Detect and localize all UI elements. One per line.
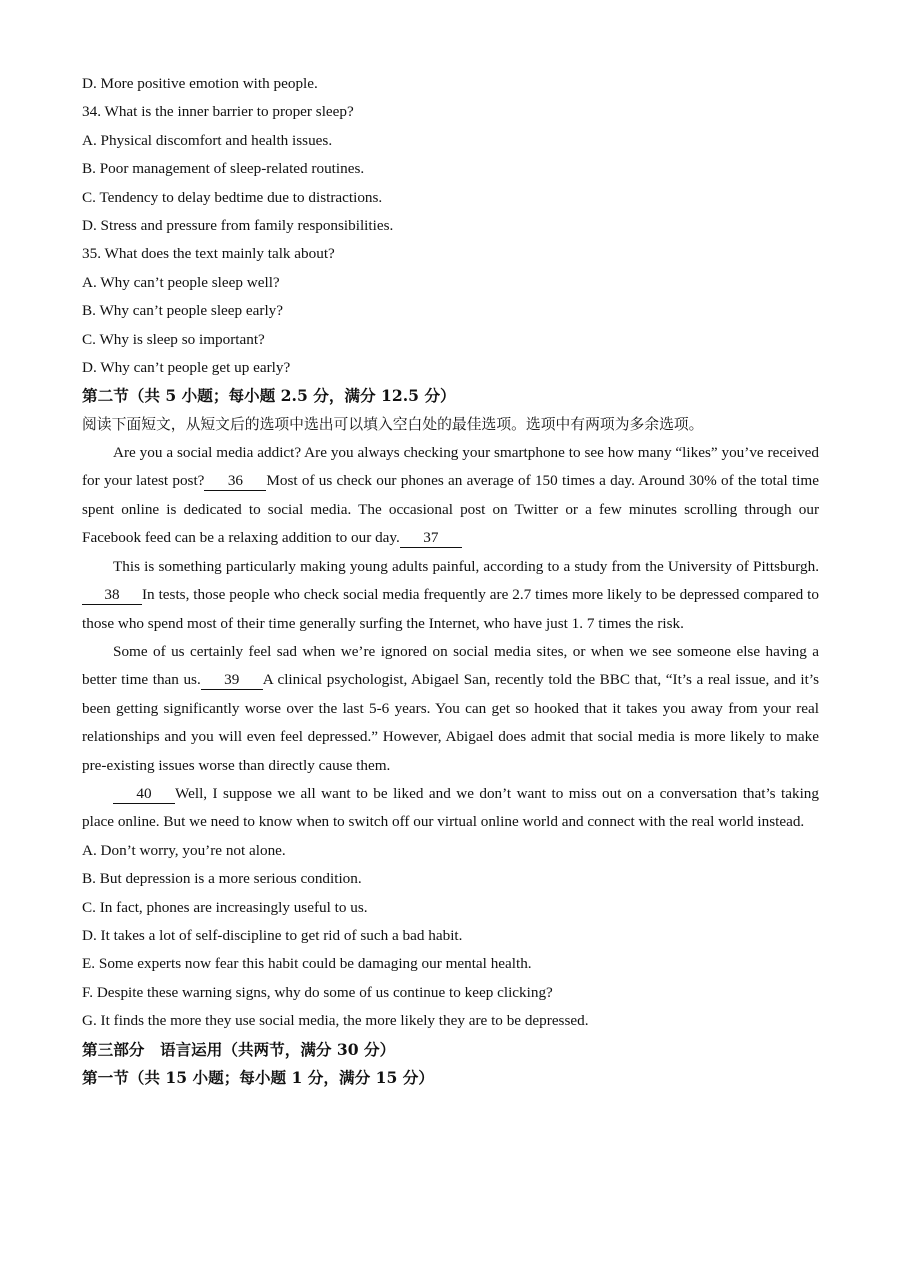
- blank-40: 40: [113, 785, 175, 804]
- passage: [82, 439, 819, 837]
- previous-questions: [82, 70, 819, 382]
- question-34: 34. What is the inner barrier to proper sleep?: [82, 103, 354, 121]
- option-35-d: D. Why can’t people get up early?: [82, 358, 291, 376]
- passage-text: This is something particularly making young adults painful, according to a study from the University of Pittsburgh.: [113, 557, 819, 575]
- passage-text: Most of us check our phones an average of 150 times a day. Around 30% of the total time spent online is dedicated to social media. The occasional post on Twitter or a few minutes scrolling through our Facebook feed can be a relaxing addition to our day.: [82, 472, 819, 547]
- option-34-d: D. Stress and pressure from family responsibilities.: [82, 216, 394, 234]
- option-b: B. But depression is a more serious condition.: [82, 870, 362, 888]
- passage-text: In tests, those people who check social media frequently are 2.7 times more likely to be depressed compared to those who spend most of their time generally surfing the Internet, who have just 1. 7 times the risk.: [82, 586, 819, 632]
- blank-36: 36: [204, 472, 266, 491]
- option-a: A. Don’t worry, you’re not alone.: [82, 841, 286, 859]
- option-c: C. In fact, phones are increasingly useful to us.: [82, 898, 368, 916]
- blank-39: 39: [201, 671, 263, 690]
- option-33-d: D. More positive emotion with people.: [82, 75, 318, 92]
- option-34-b: B. Poor management of sleep-related routines.: [82, 160, 365, 178]
- option-35-a: A. Why can’t people sleep well?: [82, 273, 280, 291]
- option-34-a: A. Physical discomfort and health issues.: [82, 131, 333, 149]
- part-3-heading: 第三部分 语言运用（共两节，满分 30 分）: [82, 1039, 396, 1059]
- answer-options: [82, 837, 819, 1036]
- passage-paragraph-2: [82, 553, 819, 638]
- option-e: E. Some experts now fear this habit could be damaging our mental health.: [82, 955, 532, 973]
- option-35-b: B. Why can’t people sleep early?: [82, 302, 284, 320]
- exam-page: [82, 70, 819, 1092]
- section-2-instruction: 阅读下面短文，从短文后的选项中选出可以填入空白处的最佳选项。选项中有两项为多余选项。: [82, 415, 704, 433]
- blank-37: 37: [400, 529, 462, 548]
- part-3-section-1-heading: 第一节（共 15 小题；每小题 1 分，满分 15 分）: [82, 1067, 434, 1087]
- question-35: 35. What does the text mainly talk about?: [82, 245, 335, 263]
- passage-text: Some of us certainly feel sad when we’re ignored on social media sites, or when we see someone else having a better time than us.: [82, 642, 819, 689]
- section-2-heading: 第二节（共 5 小题；每小题 2.5 分，满分 12.5 分）: [82, 386, 456, 406]
- option-34-c: C. Tendency to delay bedtime due to distractions.: [82, 188, 383, 206]
- option-g: G. It finds the more they use social media, the more likely they are to be depressed.: [82, 1012, 589, 1030]
- option-35-c: C. Why is sleep so important?: [82, 330, 265, 348]
- blank-38: 38: [82, 586, 142, 605]
- passage-paragraph-3: [82, 638, 819, 780]
- passage-text: Well, I suppose we all want to be liked and we don’t want to miss out on a conversation that’s taking place online. But we need to know when to switch off our virtual online world and connect with the real world instead.: [82, 784, 819, 831]
- passage-paragraph-4: [82, 780, 819, 837]
- option-f: F. Despite these warning signs, why do some of us continue to keep clicking?: [82, 983, 553, 1001]
- option-d: D. It takes a lot of self-discipline to get rid of such a bad habit.: [82, 926, 463, 944]
- passage-text: A clinical psychologist, Abigael San, recently told the BBC that, “It’s a real issue, and it’s been getting significantly worse over the last 5-6 years. You can get so hooked that it takes you away from your real relationships and you will even feel depressed.” However, Abigael does admit that social media is more likely to make pre-existing issues worse than directly cause them.: [82, 671, 819, 774]
- passage-text: Are you a social media addict? Are you always checking your smartphone to see how many “likes” you’ve received for your latest post?: [82, 444, 819, 490]
- passage-paragraph-1: [82, 439, 819, 553]
